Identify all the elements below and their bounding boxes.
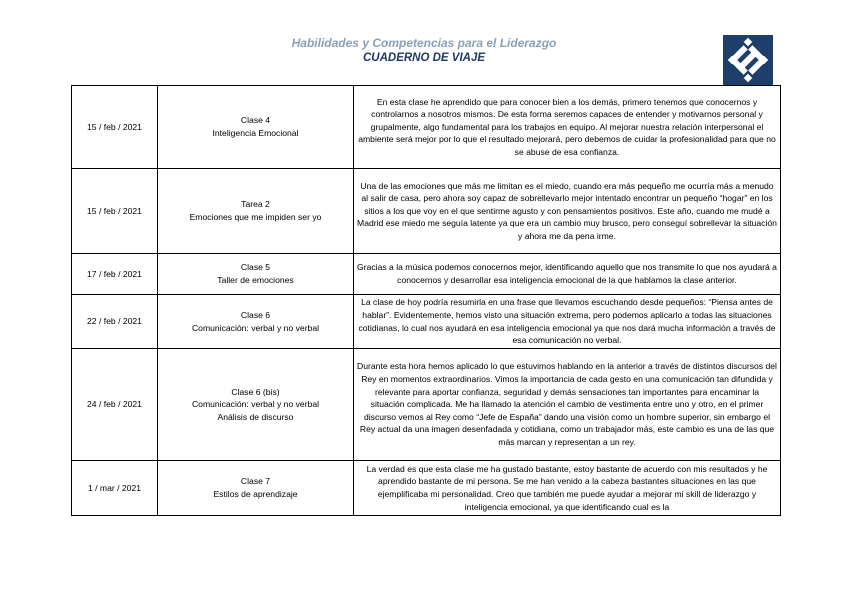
class-label: Clase 7 [240, 476, 271, 487]
class-label: Clase 6 [240, 309, 271, 320]
university-logo-icon [723, 35, 773, 85]
class-label: Comunicación: verbal y no verbal [191, 399, 320, 410]
date-cell: 24 / feb / 2021 [72, 349, 158, 461]
journal-table [71, 85, 781, 516]
class-label: Taller de emociones [217, 275, 294, 285]
table-row [72, 461, 781, 516]
table-row [72, 254, 781, 295]
table-row [72, 169, 781, 254]
reflection-cell: La clase de hoy podría resumirla en una frase que llevamos escuchando desde pequeños: “Piensa antes de hablar”. Evidentemente, hemos visto una situación extrema, pero podemos aplicarlo a todas las situaciones cotidianas, lo cual nos ayudará en esa inteligencia emocional ya que nos dará mucha información a través de esa comunicación no verbal. [354, 295, 781, 349]
reflection-cell: Gracias a la música podemos conocernos mejor, identificando aquello que nos transmite lo que nos ayudará a conocernos y desarrollar esa inteligencia emocional de la que hablamos la clase anterior. [354, 254, 781, 295]
class-cell [158, 295, 354, 349]
class-label: Tarea 2 [241, 199, 270, 210]
table-row [72, 349, 781, 461]
logo-graphic [723, 35, 773, 85]
reflection-cell: En esta clase he aprendido que para conocer bien a los demás, primero tenemos que conocernos y controlarnos a nosotros mismos. De esta forma seremos capaces de entender y motivarnos personal y grupalmente, algo fundamental para los trabajos en equipo. Al mejorar nuestra relación interpersonal el ambiente será mejor por lo que el resultado mejorará, pero debemos de cuidar la profesionalidad para que no se abuse de esa confianza. [354, 86, 781, 169]
class-label: Emociones que me impiden ser yo [189, 212, 322, 222]
class-label: Comunicación: verbal y no verbal [191, 322, 320, 333]
class-label: Clase 5 [240, 262, 271, 273]
class-cell [158, 349, 354, 461]
document-title: Habilidades y Competencias para el Liderazgo [291, 36, 557, 50]
date-cell: 1 / mar / 2021 [72, 461, 158, 516]
date-cell: 15 / feb / 2021 [72, 169, 158, 254]
table-row [72, 86, 781, 169]
class-cell [158, 169, 354, 254]
class-label: Clase 6 (bis) [231, 386, 280, 397]
class-cell [158, 461, 354, 516]
class-label: Estilos de aprendizaje [213, 489, 298, 499]
reflection-cell: Durante esta hora hemos aplicado lo que estuvimos hablando en la anterior a través de distintos discursos del Rey en momentos extraordinarios. Vimos la importancia de cada gesto en una comunicación tan difundida y relevante para aportar confianza, seguridad y demás sensaciones tan importantes para encaminar la situación complicada. Me ha llamado la atención el cambio de vestimenta entre uno y otro, en el primer discurso vemos al Rey como “Jefe de España” dando una visión como un hombre superior, sin embargo el Rey actual da una imagen desenfadada y cotidiana, como un trabajador más, este cambio es una de las que más marcan y representan a un rey. [354, 349, 781, 461]
date-cell: 17 / feb / 2021 [72, 254, 158, 295]
class-label: Inteligencia Emocional [212, 128, 299, 138]
table-row [72, 295, 781, 349]
class-cell [158, 86, 354, 169]
date-cell: 22 / feb / 2021 [72, 295, 158, 349]
reflection-cell: La verdad es que esta clase me ha gustado bastante, estoy bastante de acuerdo con mis resultados y he aprendido bastante de mi persona. Se me han venido a la cabeza bastantes situaciones en las que ejemplificaba mi personalidad. Creo que también me puede ayudar a mejorar mi skill de liderazgo y inteligencia emocional, ya que identificando cual es la [354, 461, 781, 516]
class-label: Análisis de discurso [217, 411, 294, 422]
document-subtitle: CUADERNO DE VIAJE [362, 52, 486, 64]
class-label: Clase 4 [240, 115, 271, 126]
date-cell: 15 / feb / 2021 [72, 86, 158, 169]
reflection-cell: Una de las emociones que más me limitan es el miedo, cuando era más pequeño me ocurría más a menudo al salir de casa, pero ahora soy capaz de sobrellevarlo mejor intentado encontrar un pequeño “hogar” en los sitios a los que voy en el que sentirme agusto y con pensamientos positivos. Este año, cuando me mudé a Madrid ese miedo me seguía latente ya que era un cambio muy brusco, pero conseguí sobrellevar la situación y ahora me da pena irme. [354, 169, 781, 254]
document-header [0, 36, 848, 66]
class-cell [158, 254, 354, 295]
